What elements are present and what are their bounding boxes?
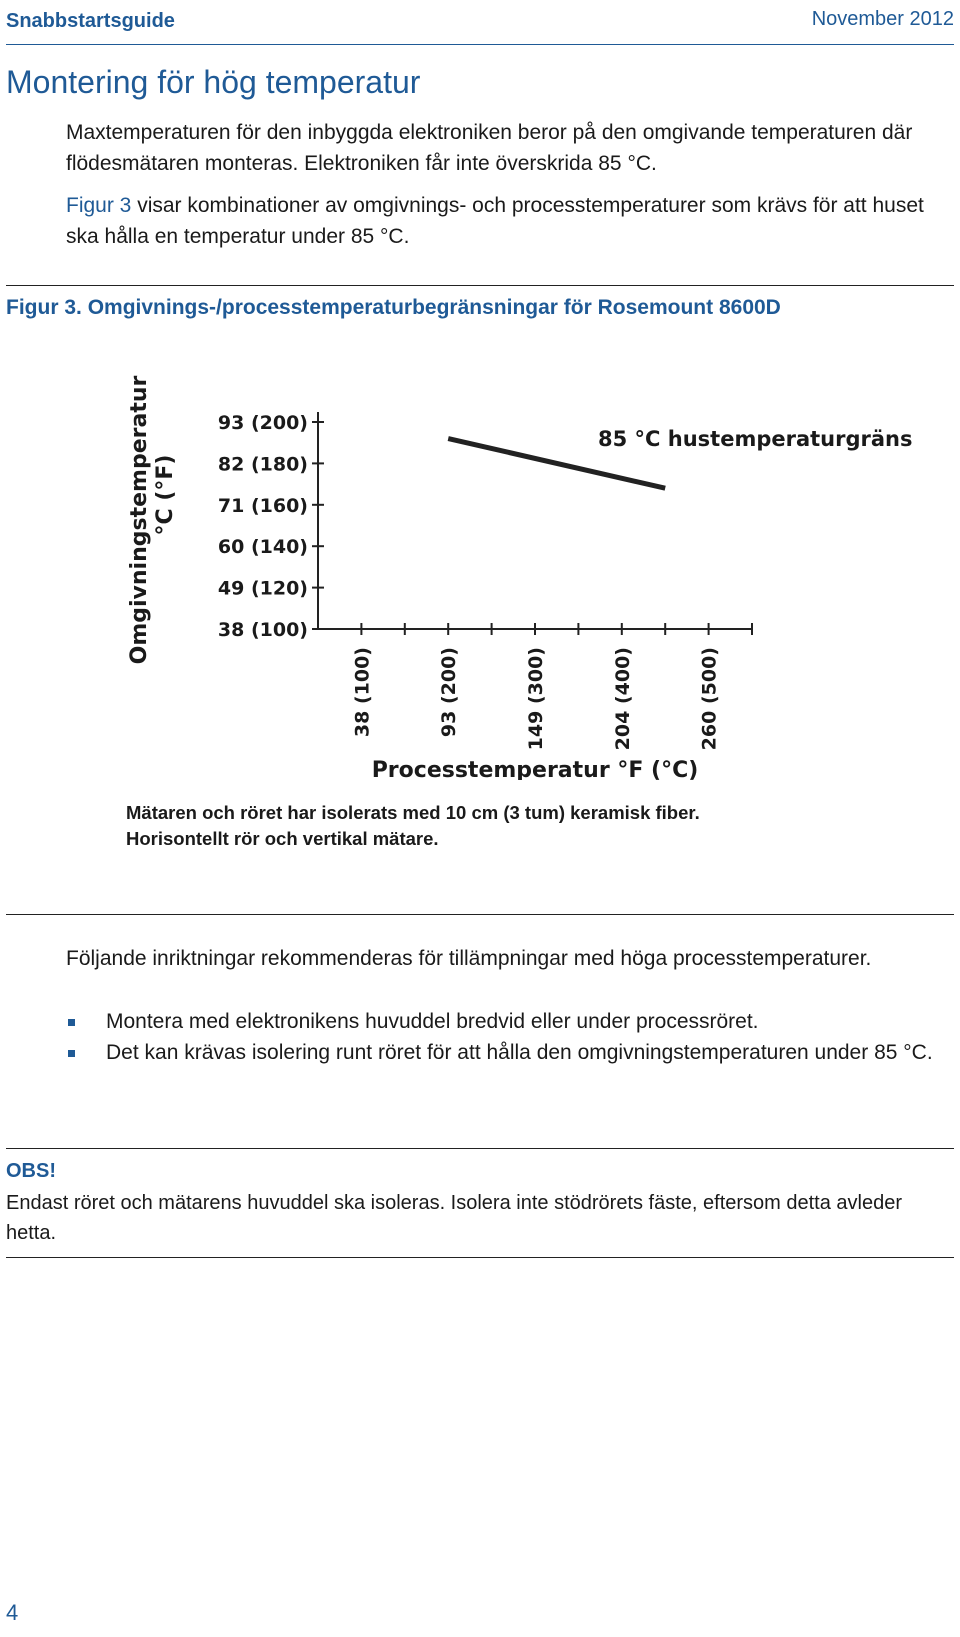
figure-note <box>126 800 926 852</box>
y-tick-label: 71 (160) <box>217 494 308 517</box>
recommendation-list <box>66 1006 946 1068</box>
page-number: 4 <box>6 1600 19 1625</box>
y-tick-label: 49 (120) <box>217 577 308 600</box>
y-tick-label: 93 (200) <box>217 412 308 434</box>
obs-title: OBS! <box>6 1160 56 1182</box>
bullet-square-icon <box>68 1019 75 1026</box>
y-tick-label: 38 (100) <box>217 619 308 641</box>
obs-bottom-rule <box>6 1257 954 1258</box>
y-tick-label: 82 (180) <box>217 453 308 476</box>
intro-paragraph-2-text: visar kombinationer av omgivnings- och processtemperaturer som krävs för att huset ska hålla en temperatur under 85 °C. <box>66 194 924 248</box>
y-tick-label: 60 (140) <box>217 536 308 559</box>
list-item-text: Montera med elektronikens huvuddel bredvid eller under processröret. <box>106 1010 759 1033</box>
x-tick-label: 204 (400) <box>611 647 634 751</box>
x-tick-label: 260 (500) <box>698 647 721 751</box>
page-title: Montering för hög temperatur <box>6 64 421 100</box>
recommendation-intro: Följande inriktningar rekommenderas för tillämpningar med höga processtemperaturer. <box>66 947 872 970</box>
bullet-square-icon <box>68 1050 75 1057</box>
figure-top-rule <box>6 285 954 286</box>
series-label: 85 °C hustemperaturgräns <box>598 427 913 451</box>
list-item <box>66 1037 946 1068</box>
intro-paragraph-1: Maxtemperaturen för den inbyggda elektroniken beror på den omgivande temperaturen där flödesmätaren monteras. Elektroniken får inte överskrida 85 °C. <box>66 121 913 175</box>
header-guide-title: Snabbstartsguide <box>6 10 175 32</box>
figure-note-line-1: Mätaren och röret har isolerats med 10 cm (3 tum) keramisk fiber. <box>126 802 700 823</box>
temperature-chart <box>0 340 960 780</box>
x-tick-label: 93 (200) <box>438 647 461 738</box>
header-date: November 2012 <box>811 8 954 30</box>
figure-3-link[interactable]: Figur 3 <box>66 194 132 217</box>
figure-caption-text: Omgivnings-/processtemperaturbegränsningar för Rosemount 8600D <box>87 296 781 319</box>
list-item <box>66 1006 946 1037</box>
y-axis-title-line-1: Omgivningstemperatur <box>127 375 152 665</box>
figure-bottom-rule <box>6 914 954 915</box>
intro-paragraph-2 <box>66 190 946 252</box>
list-item-text: Det kan krävas isolering runt röret för att hålla den omgivningstemperaturen under 85 °C. <box>106 1041 933 1064</box>
x-tick-label: 38 (100) <box>351 647 374 738</box>
obs-text: Endast röret och mätarens huvuddel ska isoleras. Isolera inte stödrörets fäste, eftersom detta avleder hetta. <box>6 1192 903 1244</box>
figure-note-line-2: Horisontellt rör och vertikal mätare. <box>126 828 439 849</box>
figure-label: Figur 3. <box>6 296 82 319</box>
obs-top-rule <box>6 1148 954 1149</box>
figure-caption <box>6 296 781 320</box>
x-tick-label: 149 (300) <box>525 647 547 751</box>
x-axis-title: Processtemperatur °F (°C) <box>371 758 699 780</box>
y-axis-title-line-2: °C (°F) <box>153 454 178 536</box>
header-rule <box>6 44 954 45</box>
